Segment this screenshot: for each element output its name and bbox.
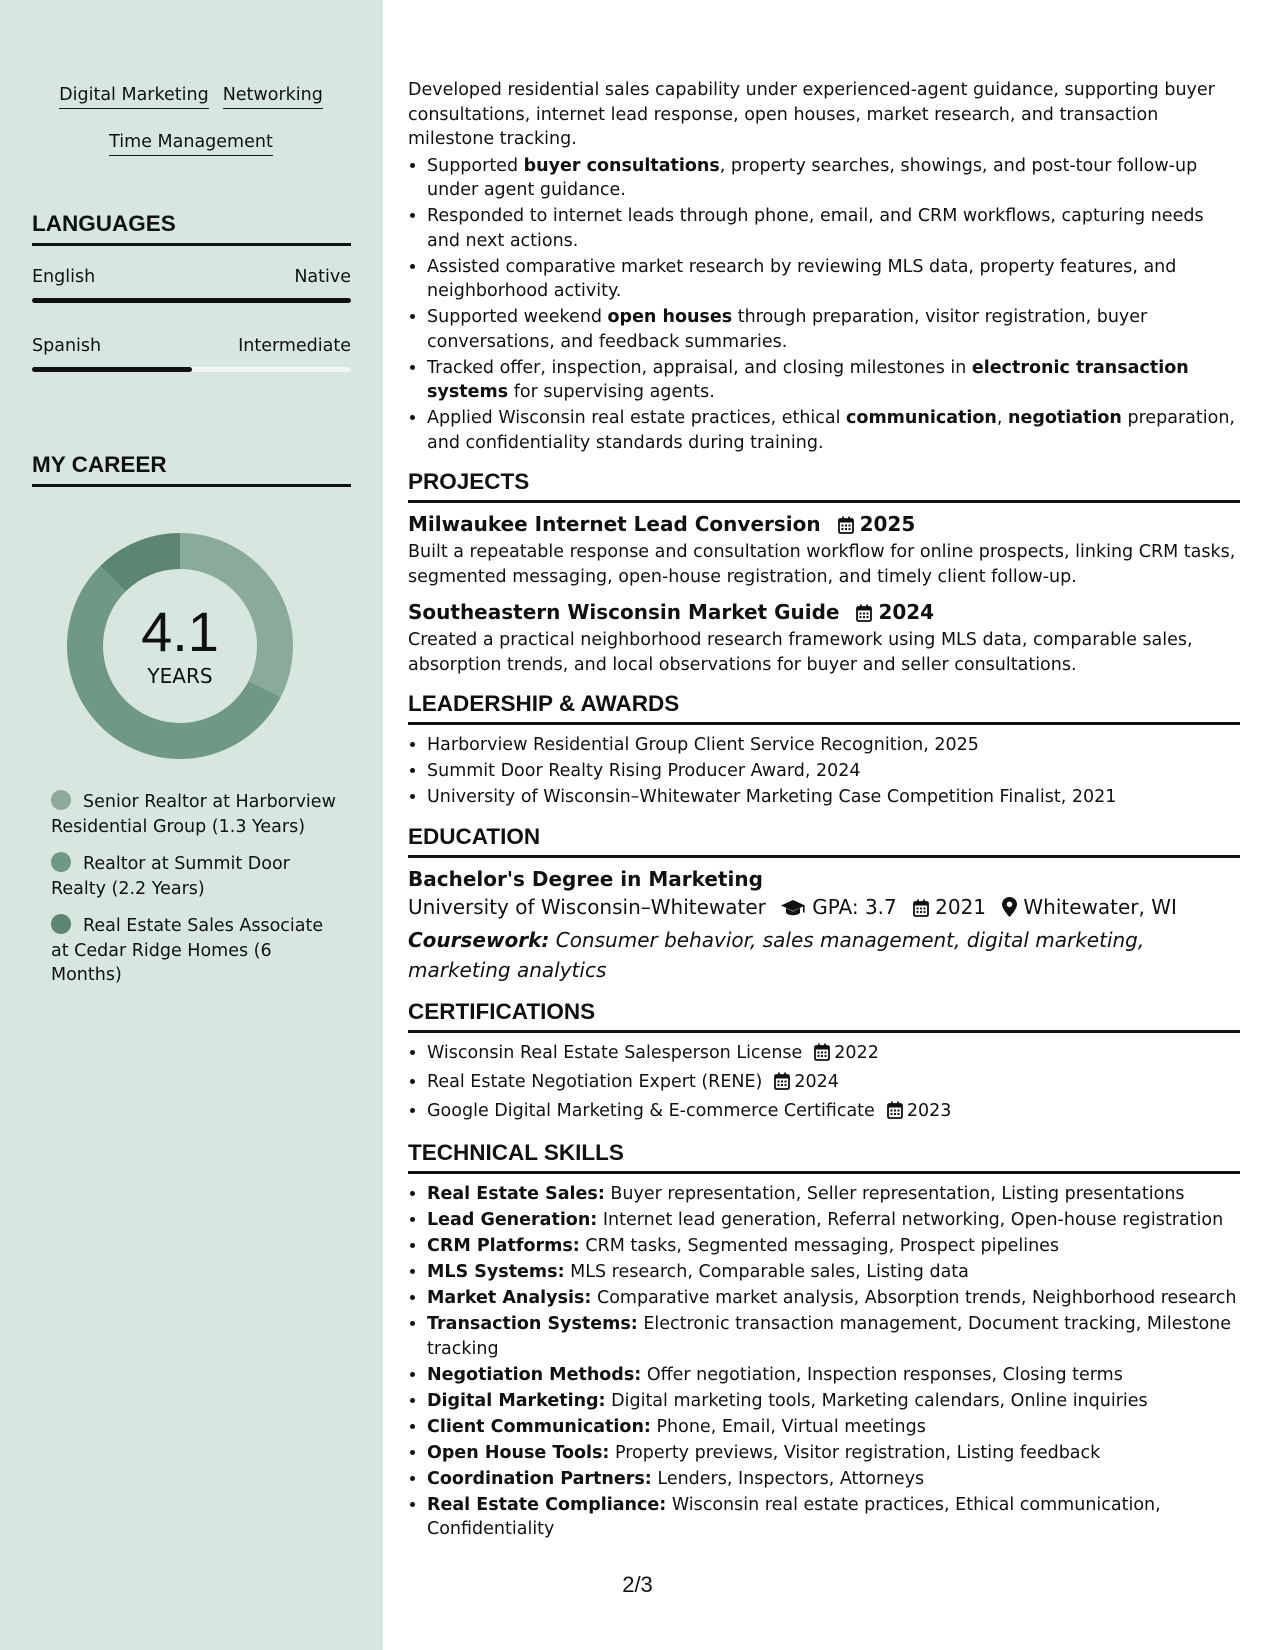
skill-category: Transaction Systems: (427, 1314, 638, 1334)
graduation-cap-icon (780, 895, 806, 925)
degree: Bachelor's Degree in Marketing (408, 866, 763, 891)
coursework (408, 925, 1240, 985)
experience-bullet: • Responded to internet leads through phone, email, and CRM workflows, capturing needs and next actions. (427, 204, 1240, 253)
technical-skill-item (427, 1389, 1240, 1414)
skill-tags (32, 84, 350, 178)
skill-values: Digital marketing tools, Marketing calendars, Online inquiries (611, 1390, 1148, 1411)
skill-values: Lenders, Inspectors, Attorneys (657, 1468, 925, 1489)
gpa: GPA: 3.7 (812, 894, 897, 919)
language-name: Spanish (32, 336, 102, 356)
skill-values: Offer negotiation, Inspection responses, Closing terms (646, 1364, 1123, 1385)
certification-item: • Google Digital Marketing & E-commerce Certificate 2023 (427, 1099, 1240, 1127)
awards-heading: LEADERSHIP & AWARDS (408, 691, 1240, 725)
skill-category: Market Analysis: (427, 1288, 592, 1308)
career-list (51, 790, 341, 1001)
technical-skills-heading: TECHNICAL SKILLS (408, 1140, 1240, 1174)
career-label: Real Estate Sales Associate at Cedar Ridge Homes (6 Months) (51, 916, 324, 985)
language-bar-fill (32, 298, 351, 303)
projects-heading: PROJECTS (408, 469, 1240, 503)
experience-summary: Developed residential sales capability under experienced-agent guidance, supporting buyer consultations, internet lead response, open houses, market research, and transaction milestone tracking. (408, 80, 1215, 149)
skill-values: Property previews, Visitor registration, Listing feedback (614, 1442, 1101, 1463)
skill-values: Buyer representation, Seller representation, Listing presentations (610, 1184, 1185, 1204)
skill-category: Real Estate Compliance: (427, 1494, 667, 1515)
technical-skill-item (427, 1363, 1240, 1388)
coursework-label: Coursework: (408, 927, 550, 952)
experience-bullet: • Assisted comparative market research by reviewing MLS data, property features, and neighborhood activity. (427, 255, 1240, 304)
technical-skill-item (427, 1182, 1240, 1207)
calendar-icon (913, 895, 929, 925)
career-item (51, 852, 341, 901)
skill-category: MLS Systems: (427, 1262, 565, 1282)
career-heading: MY CAREER (32, 452, 351, 487)
language-level: Intermediate (238, 336, 351, 356)
skill-category: Lead Generation: (427, 1210, 598, 1230)
experience-bullets (408, 154, 1240, 456)
career-dot (51, 852, 71, 872)
skill-values: Phone, Email, Virtual meetings (656, 1416, 926, 1437)
certifications-heading: CERTIFICATIONS (408, 999, 1240, 1033)
award-item: • Summit Door Realty Rising Producer Award, 2024 (427, 759, 1240, 784)
page-number: 2/3 (622, 1572, 653, 1597)
career-item (51, 790, 341, 839)
total-years: 4.1 (141, 600, 219, 663)
technical-skill-item (427, 1312, 1240, 1361)
calendar-icon (856, 602, 872, 628)
calendar-icon (814, 1043, 830, 1069)
skill-category: Negotiation Methods: (427, 1364, 642, 1385)
skill-values: Comparative market analysis, Absorption trends, Neighborhood research (596, 1288, 1237, 1308)
technical-skill-item (427, 1234, 1240, 1259)
project-name: Milwaukee Internet Lead Conversion (408, 512, 821, 536)
technical-skill-item (427, 1493, 1240, 1542)
skill-category: Open House Tools: (427, 1442, 610, 1463)
language-bar-fill (32, 367, 192, 372)
years-label: YEARS (147, 664, 213, 688)
calendar-icon (838, 514, 854, 540)
education-heading: EDUCATION (408, 824, 1240, 858)
skill-category: CRM Platforms: (427, 1236, 580, 1256)
project-name: Southeastern Wisconsin Market Guide (408, 600, 840, 624)
skill-category: Real Estate Sales: (427, 1184, 605, 1204)
coursework-text: Consumer behavior, sales management, digital marketing, marketing analytics (408, 927, 1145, 982)
experience-bullet: • Supported weekend open houses through preparation, visitor registration, buyer conversations, and feedback summaries. (427, 305, 1240, 354)
skill-category: Client Communication: (427, 1416, 651, 1437)
donut-center (60, 526, 300, 766)
career-label: Senior Realtor at Harborview Residential Group (1.3 Years) (51, 792, 336, 837)
experience-bullet: • Tracked offer, inspection, appraisal, and closing milestones in electronic transaction systems for supervising agents. (427, 356, 1240, 405)
career-item (51, 914, 341, 988)
language-bar (32, 298, 351, 303)
graduation-year: 2021 (935, 894, 987, 919)
language-bar (32, 367, 351, 372)
technical-skill-item (427, 1441, 1240, 1466)
award-item: • Harborview Residential Group Client Service Recognition, 2025 (427, 733, 1240, 758)
skill-tag: Networking (223, 84, 323, 109)
career-dot (51, 790, 71, 810)
project-year: 2025 (859, 512, 916, 536)
education-details (408, 892, 1240, 925)
calendar-icon (887, 1101, 903, 1127)
certifications-list (408, 1041, 1240, 1127)
project-year: 2024 (878, 600, 935, 624)
skill-tag: Time Management (109, 131, 273, 156)
awards-list (408, 733, 1240, 810)
technical-skill-item (427, 1260, 1240, 1285)
skill-tag: Digital Marketing (59, 84, 209, 109)
calendar-icon (774, 1072, 790, 1098)
career-dot (51, 914, 71, 934)
technical-skill-item (427, 1415, 1240, 1440)
skill-values: MLS research, Comparable sales, Listing data (570, 1262, 969, 1282)
career-label: Realtor at Summit Door Realty (2.2 Years) (51, 854, 290, 899)
location: Whitewater, WI (1023, 894, 1177, 919)
certification-item: • Real Estate Negotiation Expert (RENE) 2024 (427, 1070, 1240, 1098)
technical-skill-item (427, 1467, 1240, 1492)
award-item: • University of Wisconsin–Whitewater Marketing Case Competition Finalist, 2021 (427, 785, 1240, 810)
project-description: Built a repeatable response and consultation workflow for online prospects, linking CRM tasks, segmented messaging, open-house registration, and timely client follow-up. (408, 542, 1236, 587)
location-pin-icon (1002, 895, 1017, 925)
project-title (408, 511, 1240, 540)
school-name: University of Wisconsin–Whitewater (408, 894, 766, 919)
skill-values: Electronic transaction management, Document tracking, Milestone tracking (427, 1314, 1232, 1359)
technical-skill-item (427, 1208, 1240, 1233)
skill-category: Digital Marketing: (427, 1390, 606, 1411)
career-donut (60, 526, 300, 766)
language-name: English (32, 267, 96, 287)
project-description: Created a practical neighborhood research framework using MLS data, comparable sales, absorption trends, and local observations for buyer and seller consultations. (408, 630, 1193, 675)
skill-values: Internet lead generation, Referral networking, Open-house registration (602, 1210, 1224, 1230)
sidebar (0, 0, 383, 1650)
skill-category: Coordination Partners: (427, 1468, 652, 1489)
project-title (408, 599, 1240, 628)
technical-skills-list (408, 1182, 1240, 1542)
main-content (408, 78, 1240, 1543)
experience-bullet: • Supported buyer consultations, property searches, showings, and post-tour follow-up under agent guidance. (427, 154, 1240, 203)
language-level: Native (294, 267, 351, 287)
technical-skill-item (427, 1286, 1240, 1311)
skill-values: CRM tasks, Segmented messaging, Prospect pipelines (585, 1236, 1060, 1256)
skill-values: Wisconsin real estate practices, Ethical communication, Confidentiality (427, 1494, 1161, 1539)
experience-bullet: • Applied Wisconsin real estate practices, ethical communication, negotiation preparation, and confidentiality standards during training. (427, 406, 1240, 455)
certification-item: • Wisconsin Real Estate Salesperson License 2022 (427, 1041, 1240, 1069)
languages-heading: LANGUAGES (32, 211, 351, 246)
